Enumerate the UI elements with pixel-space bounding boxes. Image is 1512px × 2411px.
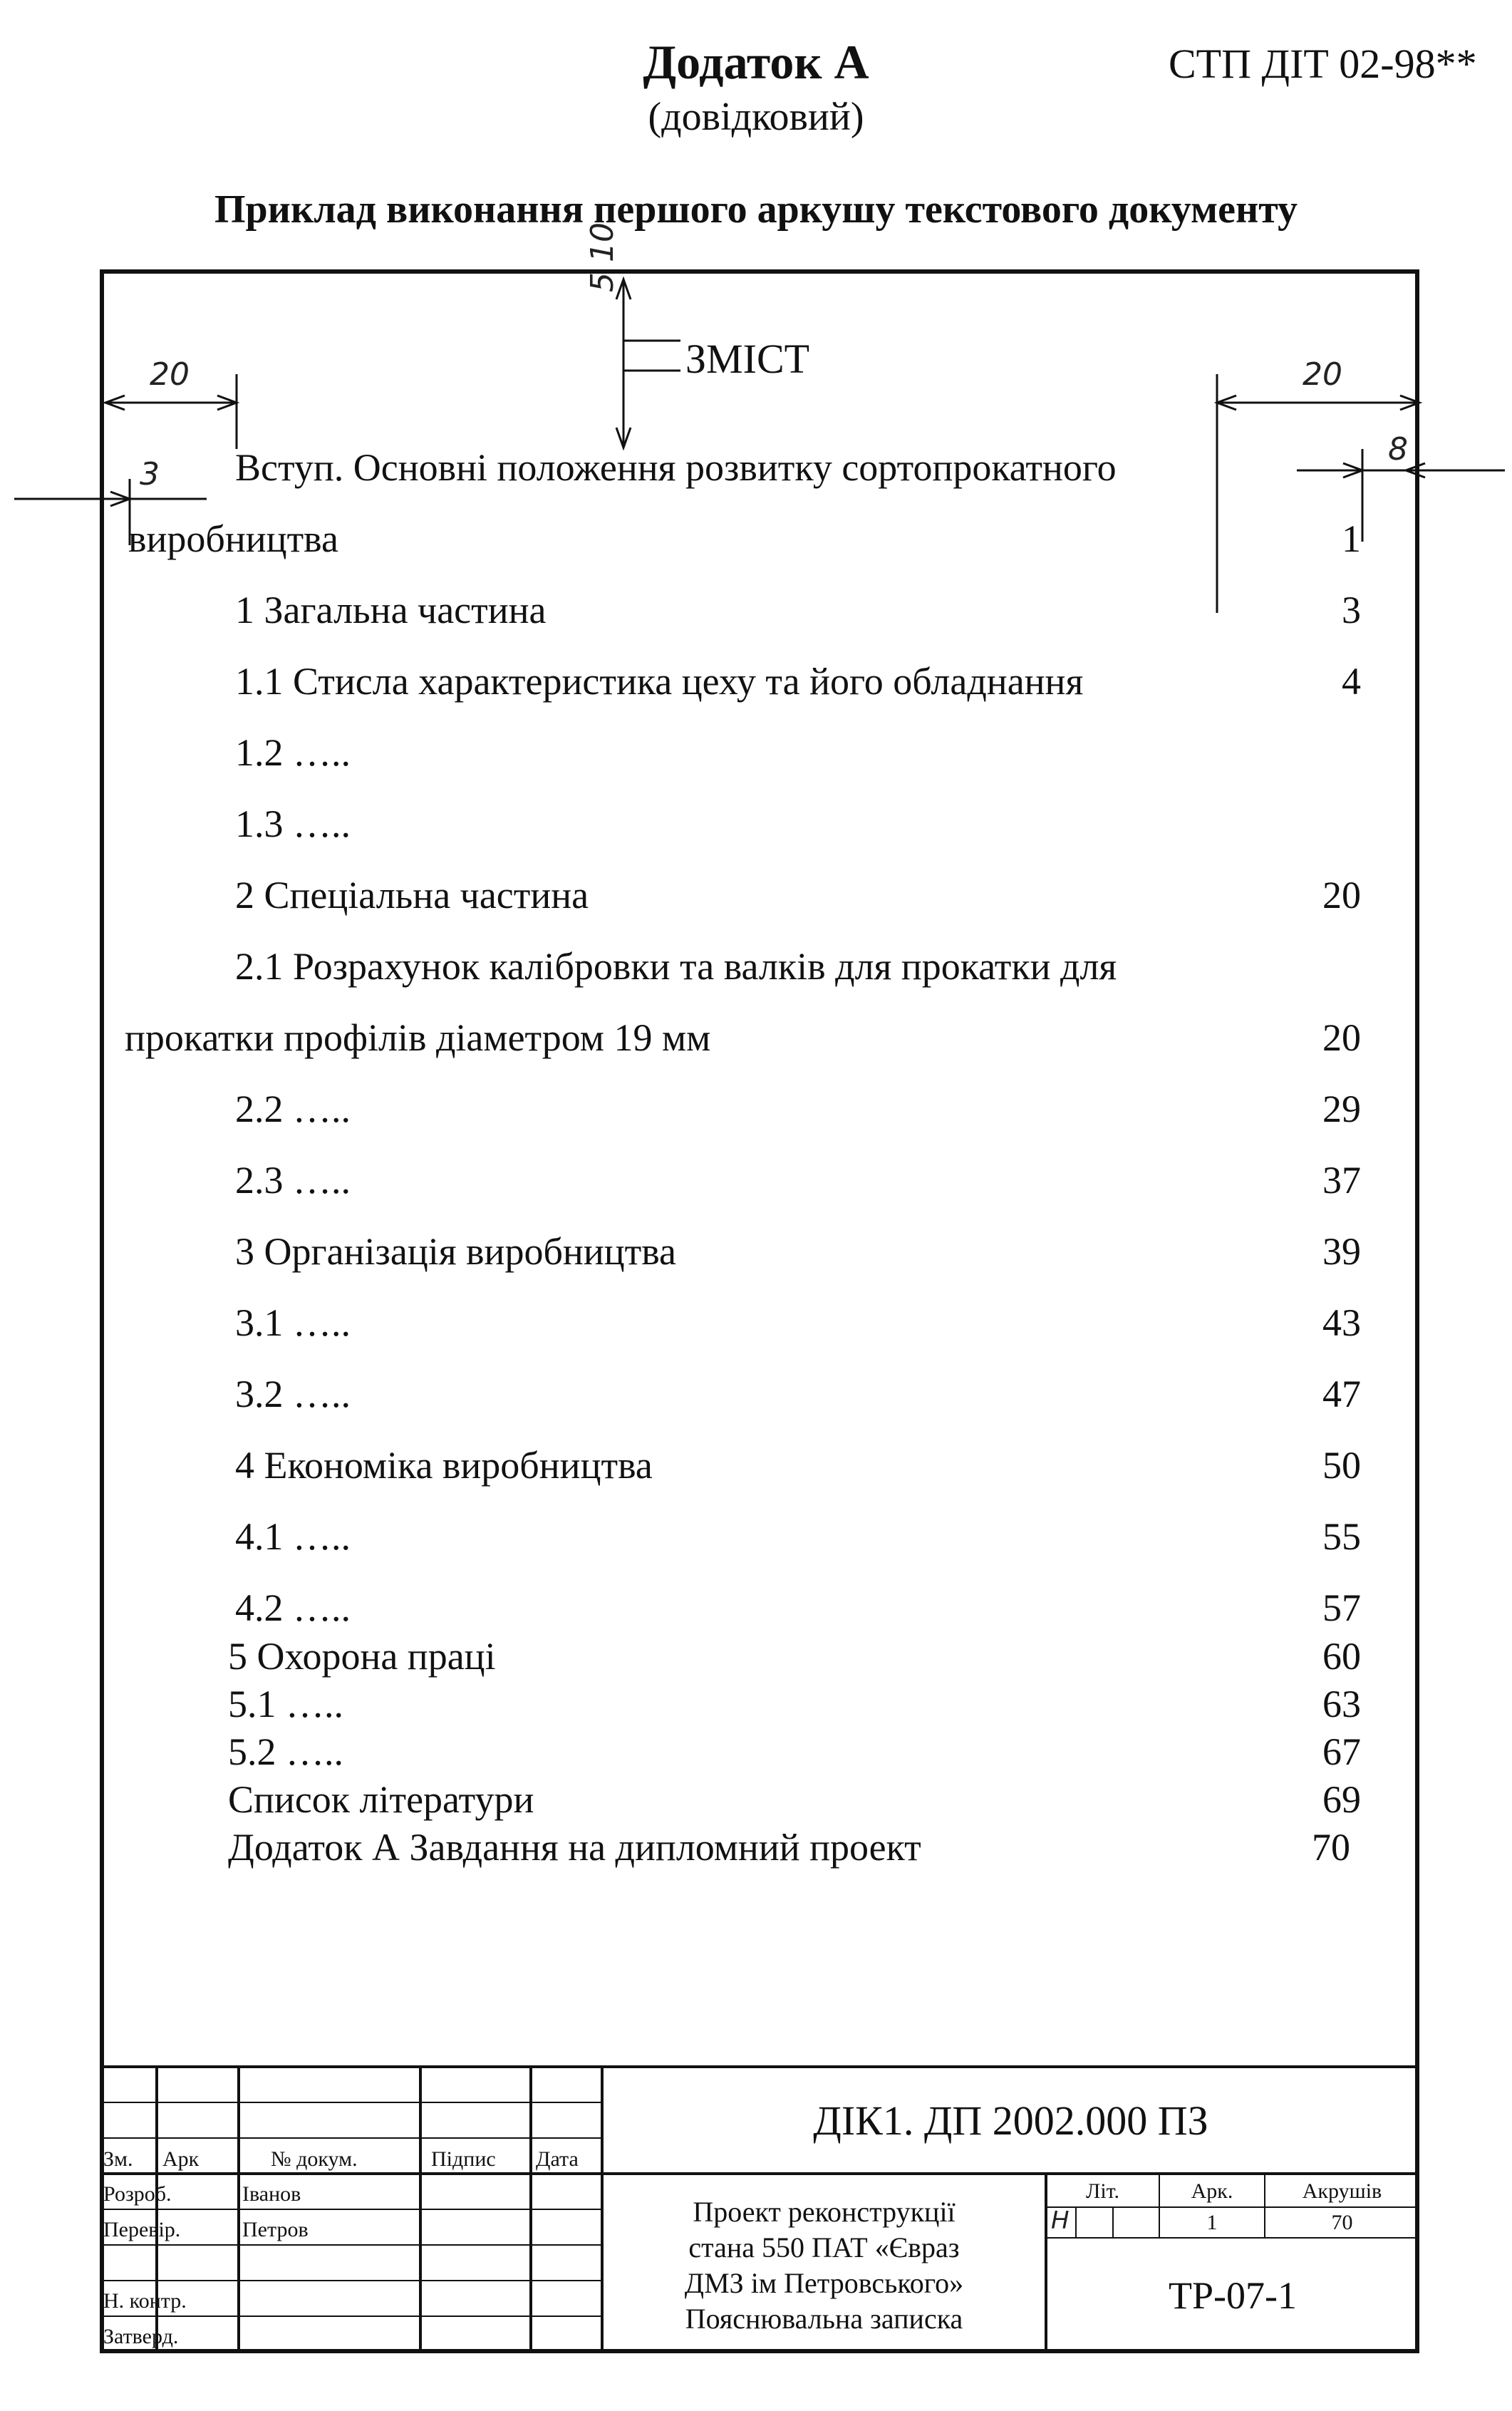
toc-item-line1: 2.1 Розрахунок калібровки та валків для прокатки для (235, 945, 1117, 988)
toc-page: 69 (1322, 1778, 1361, 1821)
arkushiv-value: 70 (1331, 2211, 1353, 2234)
sheet-title: ЗМІСТ (685, 336, 810, 382)
toc-page: 4 (1342, 660, 1361, 703)
toc-item: 1.1 Стисла характеристика цеху та його обладнання (235, 660, 1084, 703)
appendix-subtitle: (довідковий) (648, 95, 864, 139)
toc-page: 47 (1322, 1373, 1361, 1415)
ark-label: Арк. (1191, 2179, 1233, 2203)
document-code: ДІК1. ДП 2002.000 ПЗ (813, 2097, 1208, 2144)
group-code: ТР-07-1 (1169, 2274, 1297, 2317)
toc-page: 3 (1342, 589, 1361, 631)
toc-item: 2.2 ….. (235, 1088, 351, 1130)
toc-page: 20 (1322, 1016, 1361, 1059)
dim-right-indent: 8 (1388, 431, 1408, 468)
ark-value: 1 (1206, 2211, 1218, 2234)
toc-item: 1 Загальна частина (235, 589, 547, 631)
toc-page: 63 (1322, 1683, 1361, 1725)
toc-intro-line1: Вступ. Основні положення розвитку сортопрокатного (235, 446, 1117, 489)
description-line: Пояснювальна записка (685, 2303, 963, 2335)
appendix-title: Додаток А (643, 35, 869, 89)
toc-page: 43 (1322, 1301, 1361, 1344)
dim-left-margin: 20 (150, 356, 190, 393)
description-line: стана 550 ПАТ «Євраз (688, 2231, 960, 2263)
row-label-checked: Перевір. (103, 2218, 181, 2241)
toc-item: 3.1 ….. (235, 1301, 351, 1344)
arkushiv-label: Акрушів (1302, 2179, 1382, 2203)
row-label-developed: Розроб. (103, 2182, 172, 2206)
toc-item: Додаток А Завдання на дипломний проект (228, 1826, 921, 1869)
toc-item: Список літератури (228, 1778, 534, 1821)
dim-right-margin: 20 (1303, 356, 1342, 393)
toc-item: 1.3 ….. (235, 802, 351, 845)
toc-page: 37 (1322, 1159, 1361, 1202)
dim-left-indent: 3 (140, 456, 160, 492)
toc-item: 2.3 ….. (235, 1159, 351, 1202)
toc-item-line2: прокатки профілів діаметром 19 мм (125, 1016, 711, 1059)
checker-name: Петров (242, 2218, 309, 2241)
toc-page: 39 (1322, 1230, 1361, 1273)
toc-item: 1.2 ….. (235, 731, 351, 774)
row-label-norm-control: Н. контр. (103, 2289, 187, 2313)
row-label-approved: Затверд. (103, 2325, 179, 2348)
lit-value: Н (1051, 2206, 1070, 2235)
toc-item: 5.1 ….. (228, 1683, 343, 1725)
toc-page: 20 (1322, 874, 1361, 917)
toc-item: 4.2 ….. (235, 1586, 351, 1629)
col-header-zm: Зм. (103, 2147, 133, 2171)
toc-page: 55 (1322, 1515, 1361, 1558)
toc-item: 4 Економіка виробництва (235, 1444, 653, 1487)
toc-item: 5.2 ….. (228, 1730, 343, 1773)
toc-page: 67 (1322, 1730, 1361, 1773)
toc-item: 4.1 ….. (235, 1515, 351, 1558)
description-line: Проект реконструкції (693, 2196, 956, 2228)
toc-item: 3.2 ….. (235, 1373, 351, 1415)
col-header-ark: Арк (162, 2147, 200, 2171)
col-header-date: Дата (536, 2147, 579, 2171)
toc-item: 2 Спеціальна частина (235, 874, 589, 917)
developer-name: Іванов (242, 2182, 301, 2206)
lit-label: Літ. (1085, 2179, 1120, 2203)
toc-page: 50 (1322, 1444, 1361, 1487)
standard-code: СТП ДІТ 02-98** (1169, 41, 1477, 87)
toc-page: 57 (1322, 1586, 1361, 1629)
toc-page: 60 (1322, 1635, 1361, 1678)
dim-top-offset: 5 10 (584, 222, 621, 292)
toc-item: 3 Організація виробництва (235, 1230, 676, 1273)
col-header-doc-number: № докум. (271, 2147, 358, 2171)
toc-item: 5 Охорона праці (228, 1635, 496, 1678)
col-header-signature: Підпис (431, 2147, 496, 2171)
toc-intro-line2: виробництва (128, 517, 338, 560)
toc-page: 1 (1342, 517, 1361, 560)
description-line: ДМЗ ім Петровського» (684, 2267, 964, 2299)
toc-page: 29 (1322, 1088, 1361, 1130)
toc-page: 70 (1312, 1826, 1350, 1869)
page-heading: Приклад виконання першого аркушу текстового документу (214, 187, 1298, 232)
